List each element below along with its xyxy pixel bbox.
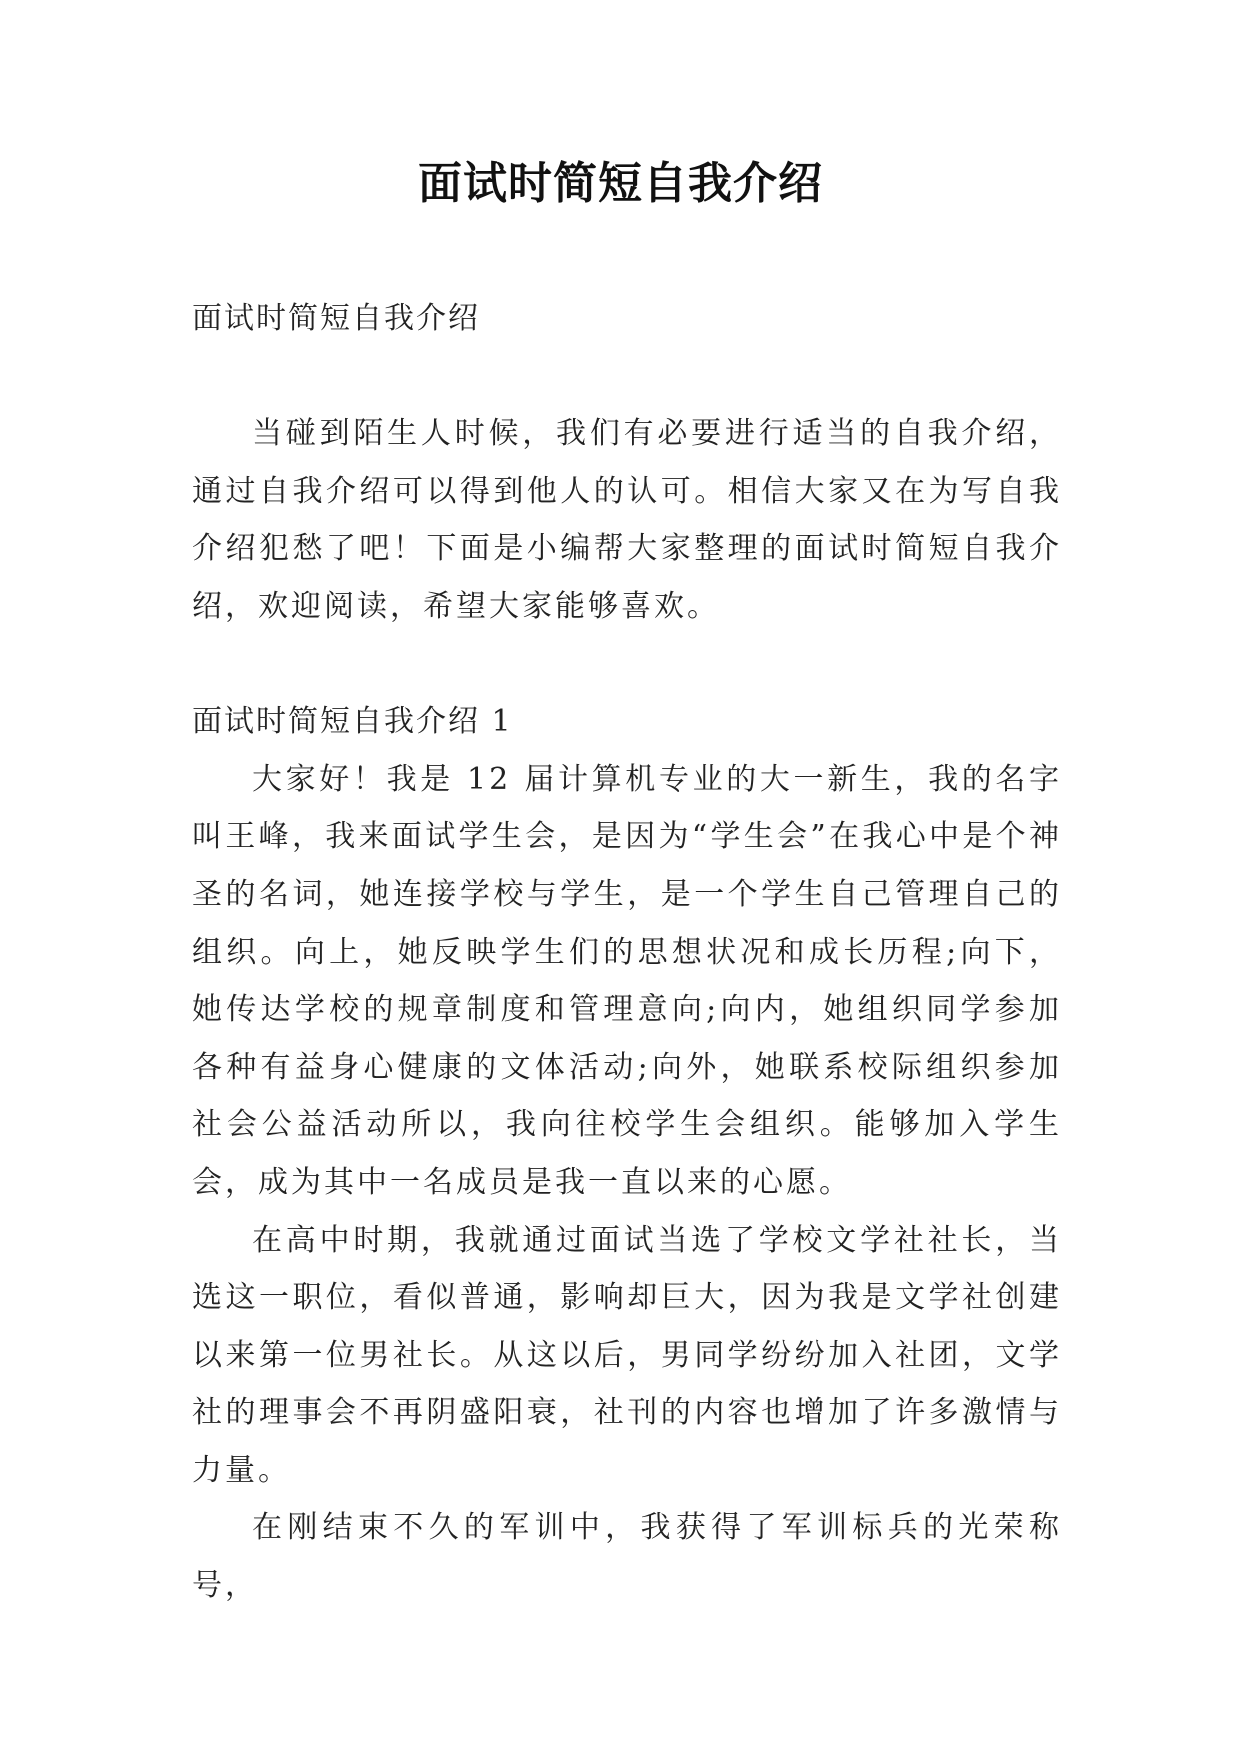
document-title: 面试时简短自我介绍 — [418, 158, 823, 209]
document-subtitle: 面试时简短自我介绍 — [192, 301, 480, 336]
body-paragraph: 在刚结束不久的军训中，我获得了军训标兵的光荣称号， — [192, 1510, 1062, 1604]
spacer — [192, 636, 1062, 694]
intro-paragraph: 当碰到陌生人时候，我们有必要进行适当的自我介绍，通过自我介绍可以得到他人的认可。相信大家又在为写自我介绍犯愁了吧！下面是小编帮大家整理的面试时简短自我介绍，欢迎阅读，希望大家能够喜欢。 — [192, 416, 1062, 624]
section-heading: 面试时简短自我介绍 1 — [192, 704, 513, 740]
document-body — [192, 290, 1062, 1615]
body-paragraph: 在高中时期，我就通过面试当选了学校文学社社长，当选这一职位，看似普通，影响却巨大，因为我是文学社创建以来第一位男社长。从这以后，男同学纷纷加入社团，文学社的理事会不再阴盛阳衰，社刊的内容也增加了许多激情与力量。 — [192, 1222, 1062, 1488]
spacer — [192, 348, 1062, 406]
body-paragraph: 大家好！我是 12 届计算机专业的大一新生，我的名字叫王峰，我来面试学生会，是因为“学生会”在我心中是个神圣的名词，她连接学校与学生，是一个学生自己管理自己的组织。向上，她反映学生们的思想状况和成长历程;向下，她传达学校的规章制度和管理意向;向内，她组织同学参加各种有益身心健康的文体活动;向外，她联系校际组织参加社会公益活动所以，我向往校学生会组织。能够加入学生会，成为其中一名成员是我一直以来的心愿。 — [192, 761, 1062, 1200]
